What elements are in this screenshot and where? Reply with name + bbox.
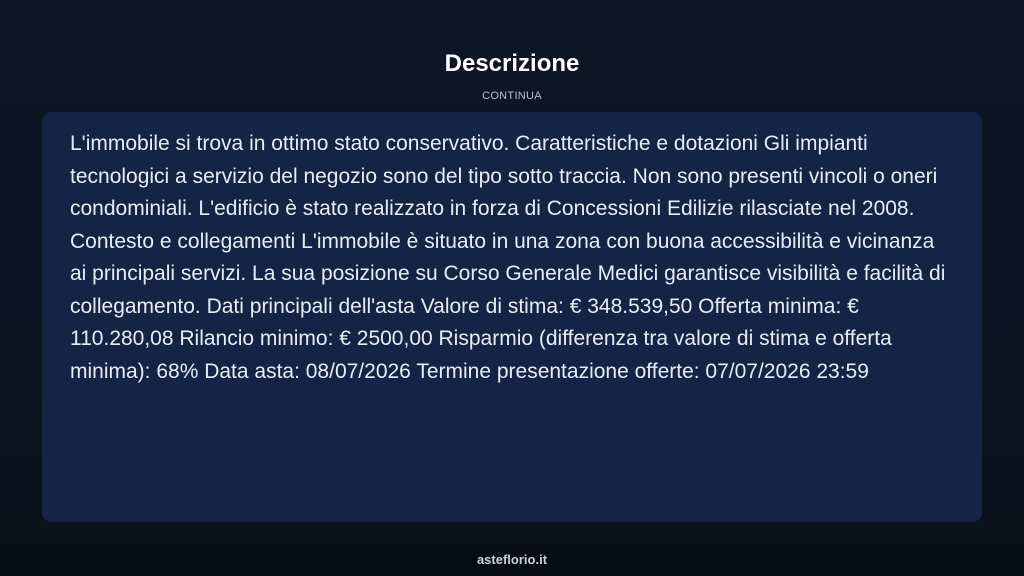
page-title: Descrizione: [444, 50, 580, 77]
continue-link[interactable]: CONTINUA: [482, 90, 542, 102]
footer-site-label: asteflorio.it: [476, 552, 548, 567]
description-card: [42, 112, 982, 522]
footer-bar: [0, 544, 1024, 576]
description-text: L'immobile si trova in ottimo stato conservativo. Caratteristiche e dotazioni Gli impianti tecnologici a servizio del negozio sono del tipo sotto traccia. Non sono presenti vincoli o oneri condominiali. L'edificio è stato realizzato in forza di Concessioni Edilizie rilasciate nel 2008. Contesto e collegamenti L'immobile è situato in una zona con buona accessibilità e vicinanza ai principali servizi. La sua posizione su Corso Generale Medici garantisce visibilità e facilità di collegamento. Dati principali dell'asta Valore di stima: € 348.539,50 Offerta minima: € 110.280,08 Rilancio minimo: € 2500,00 Risparmio (differenza tra valore di stima e offerta minima): 68% Data asta: 08/07/2026 Termine presentazione offerte: 07/07/2026 23:59: [70, 132, 946, 383]
